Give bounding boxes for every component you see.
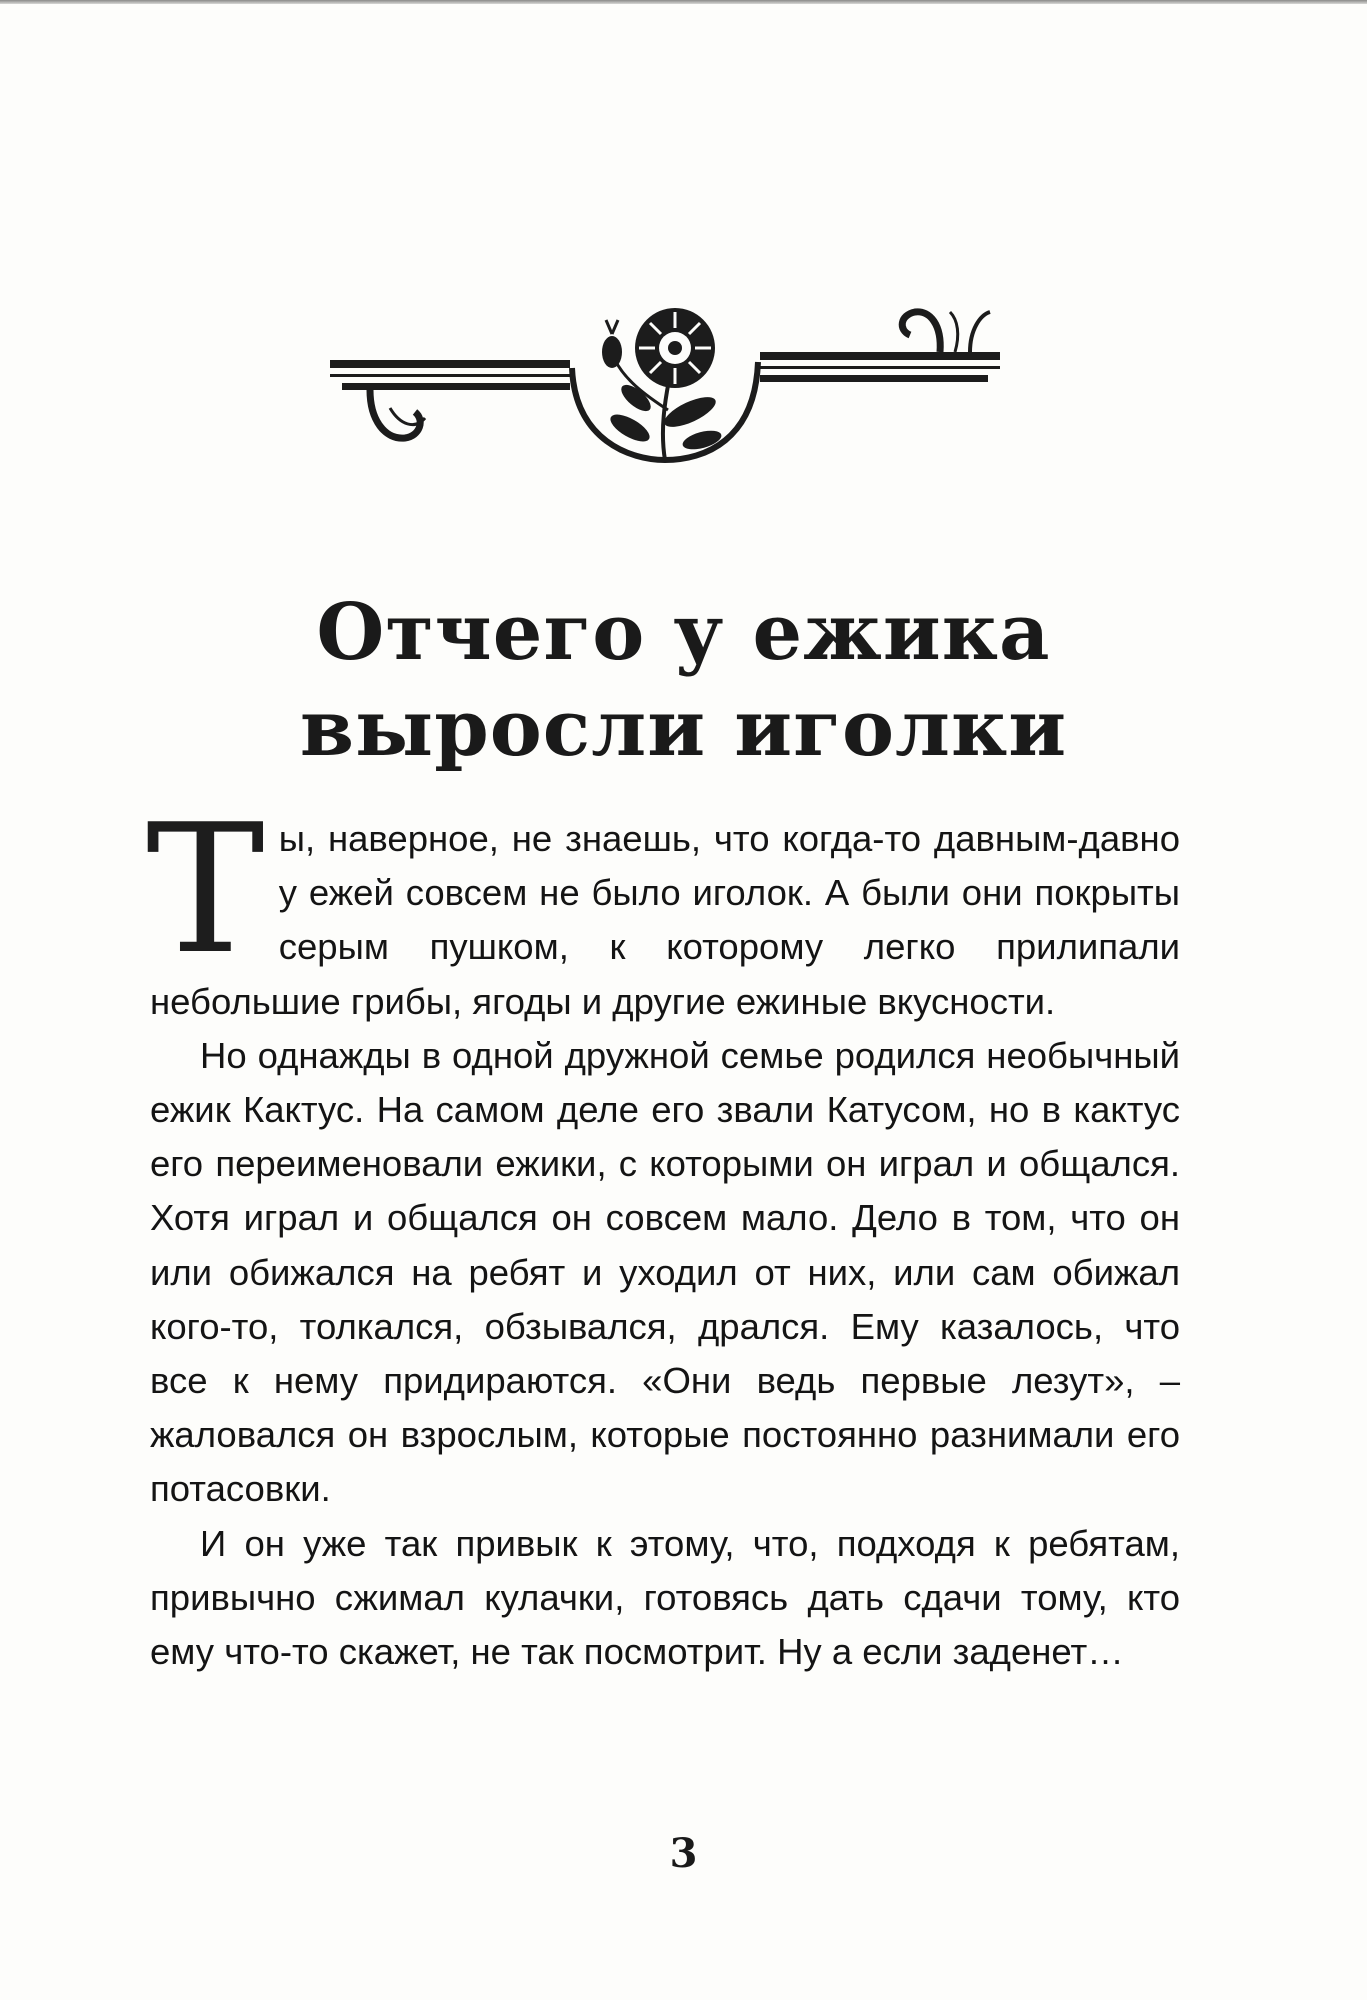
chapter-title-line-2: выросли иголки (299, 683, 1068, 774)
body-text (146, 786, 1180, 1679)
paragraph-2: Но однажды в одной дружной семье родился необычный ежик Кактус. На самом деле его звали Катусом, но в кактус его переименовали ежики, с которыми он играл и общался. Хотя играл и общался он совсем мало. Дело в том, что он или обижался на ребят и уходил от них, или сам обижал кого-то, толкался, обзывался, дрался. Ему казалось, что все к нему придираются. «Они ведь первые лезут», – жаловался он взрослым, которые постоянно разнимали его потасовки. (150, 1034, 1180, 1510)
chapter-title (150, 585, 1217, 777)
paragraph-1 (146, 786, 1180, 1029)
paragraph-1-text: ы, наверное, не знаешь, что когда-то давным-давно у ежей совсем не было иголок. А были они покрыты серым пушком, к которому легко прилипали небольшие грибы, ягоды и другие ежиные вкусности. (150, 818, 1180, 1022)
chapter-title-line-1: Отчего у ежика (316, 587, 1051, 678)
drop-cap: Т (146, 786, 265, 993)
paragraph-3: И он уже так привык к этому, что, подходя к ребятам, привычно сжимал кулачки, готовясь дать сдачи тому, кто ему что-то скажет, не так посмотрит. Ну а если заденет… (150, 1522, 1180, 1673)
page-top-edge (0, 0, 1367, 4)
flower-vignette-icon (330, 290, 1000, 500)
page-number: 3 (669, 1830, 698, 1877)
